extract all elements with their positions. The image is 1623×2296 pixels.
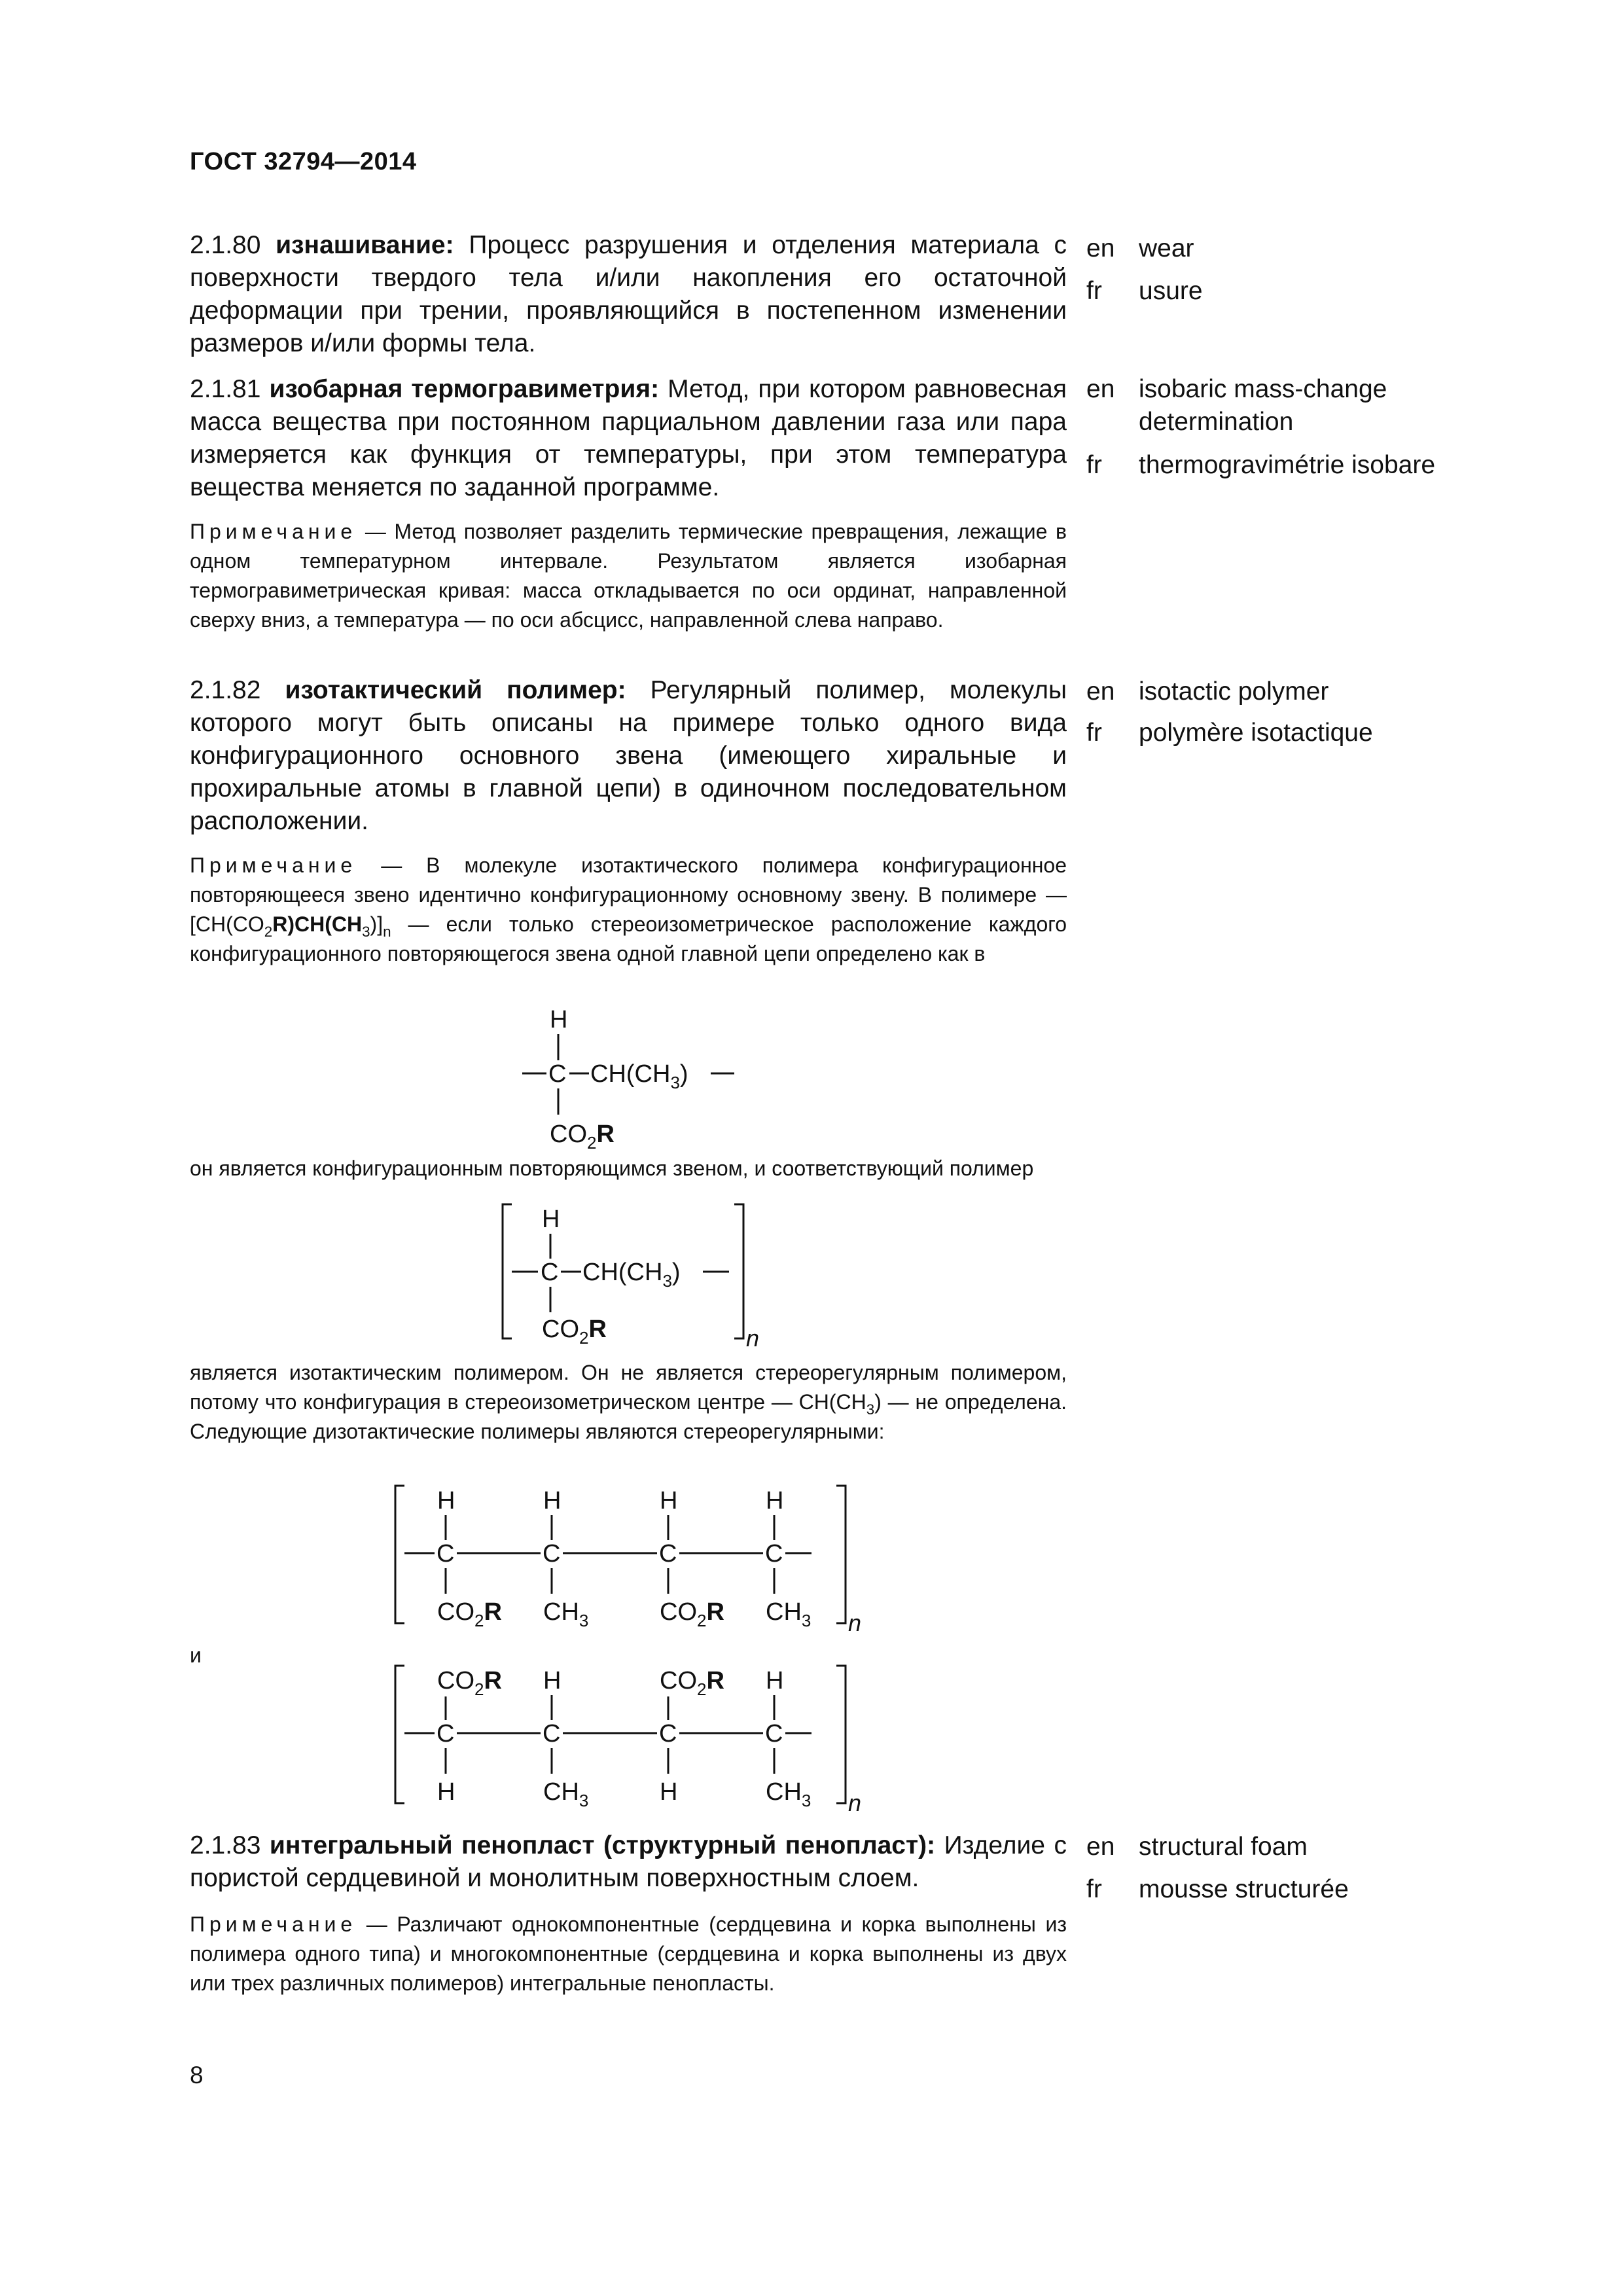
equivalent-fr: usure xyxy=(1139,277,1203,305)
svg-text:H: H xyxy=(437,1487,455,1515)
svg-text:H: H xyxy=(543,1667,562,1695)
group-co2r: $CO_2R$ xyxy=(542,1316,607,1348)
svg-text:H: H xyxy=(543,1487,562,1515)
note-2-1-82: Примечание — В молекуле изотактического полимера конфигурационное повторяющееся звено идентично конфигурационному основному звену. В полимере — $[CH(CO_2R)CH(CH_3)]_n$ — если только стереоизометрическое расположение каждого конфигурационного повторяющегося звена одной главной цепи определено как в xyxy=(190,853,1067,965)
term-definition: Процесс разрушения и отделения материала с поверхности твердого тела и/или накопления его остаточной деформации при трении, проявляющийся в постепенном изменении размеров и/или формы тела. xyxy=(190,231,1067,357)
structural-formula-disyndiotactic-2 xyxy=(386,1662,870,1826)
structural-formula-disyndiotactic-1 xyxy=(386,1482,870,1646)
term-definition: Регулярный полимер, молекулы которого могут быть описаны на примере только одного вида конфигурационного основного звена (имеющего хиральные и прохиральные атомы в главной цепи) в одиночном последовательном расположении. xyxy=(190,676,1067,835)
equivalent-en: isotactic polymer xyxy=(1139,677,1329,706)
svg-text:H: H xyxy=(437,1778,455,1806)
note-2-1-83 xyxy=(190,1910,1067,1998)
svg-text:CH3: $CH_3$ xyxy=(543,1778,589,1810)
svg-text:n: n xyxy=(848,1789,862,1816)
svg-text:CO2R: $CO_2R$ xyxy=(660,1598,724,1630)
term-title: изотактический полимер: xyxy=(285,676,626,704)
term-title: изобарная термогравиметрия: xyxy=(269,375,660,403)
svg-text:CH3: $CH_3$ xyxy=(766,1598,812,1630)
term-definition: Метод, при котором равновесная масса вещества при постоянном парциальном давлении газа или пара измеряется как функция от температуры, при этом температура вещества меняется по заданной программе. xyxy=(190,375,1067,501)
group-ch-ch3: $CH(CH_3)$ xyxy=(582,1259,681,1291)
structural-formula-polymer xyxy=(491,1201,779,1352)
lang-fr: fr xyxy=(1086,719,1102,747)
svg-text:CH3: $CH_3$ xyxy=(766,1778,812,1810)
svg-text:H: H xyxy=(660,1778,678,1806)
atom-c: C xyxy=(541,1259,559,1286)
page-number: 8 xyxy=(190,2062,204,2089)
svg-text:C: C xyxy=(437,1540,455,1568)
atom-h: H xyxy=(550,1006,568,1033)
lang-fr: fr xyxy=(1086,277,1102,305)
after-formula-2-text: является изотактическим полимером. Он не является стереорегулярным полимером, потому что конфигурация в стереоизометрическом центре — $CH(CH_3)$ — не определена. Следующие дизотактические полимеры являются стереорегулярными: xyxy=(190,1361,1067,1443)
equivalent-en: structural foam xyxy=(1139,1833,1308,1861)
equivalent-fr: polymère isotactique xyxy=(1139,719,1373,747)
equivalent-fr: mousse structurée xyxy=(1139,1875,1349,1903)
svg-text:C: C xyxy=(659,1540,677,1568)
term-title: интегральный пенопласт (структурный пенопласт): xyxy=(269,1831,936,1859)
after-formula-1-text: он является конфигурационным повторяющимся звеном, и соответствующий полимер xyxy=(190,1157,1034,1180)
svg-text:H: H xyxy=(766,1487,784,1515)
note-label: Примечание xyxy=(190,853,357,877)
svg-text:H: H xyxy=(660,1487,678,1515)
svg-text:C: C xyxy=(765,1720,783,1748)
note-label: Примечание xyxy=(190,520,357,543)
structural-formula-unit xyxy=(510,1005,759,1162)
subscript-n: n xyxy=(746,1325,760,1352)
term-definition: Изделие с пористой сердцевиной и монолитным поверхностным слоем. xyxy=(190,1831,1067,1892)
svg-text:n: n xyxy=(848,1609,862,1636)
term-number: 2.1.82 xyxy=(190,676,261,704)
term-2-1-82 xyxy=(190,674,1067,838)
lang-en: en xyxy=(1086,375,1115,403)
note-text: — Метод позволяет разделить термические превращения, лежащие в одном температурном интервале. Результатом является изобарная термогравиметрическая кривая: масса откладывается по оси ординат, направленной сверху вниз, а температура — по оси абсцисс, направленной слева направо. xyxy=(190,520,1067,632)
atom-c: C xyxy=(548,1060,567,1088)
svg-text:CO2R: $CO_2R$ xyxy=(437,1598,502,1630)
lang-fr: fr xyxy=(1086,1875,1102,1903)
svg-text:C: C xyxy=(659,1720,677,1748)
lang-en: en xyxy=(1086,1833,1115,1861)
term-2-1-81 xyxy=(190,373,1067,504)
lang-en: en xyxy=(1086,677,1115,706)
equivalent-en: isobaric mass-change determination xyxy=(1139,375,1387,436)
lang-en: en xyxy=(1086,234,1115,262)
equivalent-fr: thermogravimétrie isobare xyxy=(1139,451,1436,479)
svg-text:H: H xyxy=(766,1667,784,1695)
group-co2r: $CO_2R$ xyxy=(550,1121,615,1153)
svg-text:C: C xyxy=(437,1720,455,1748)
term-number: 2.1.81 xyxy=(190,375,261,403)
conjunction-and: и xyxy=(190,1643,202,1667)
term-number: 2.1.80 xyxy=(190,231,261,259)
note-2-1-81 xyxy=(190,517,1067,635)
svg-text:C: C xyxy=(543,1540,561,1568)
lang-fr: fr xyxy=(1086,451,1102,479)
term-number: 2.1.83 xyxy=(190,1831,261,1859)
svg-text:C: C xyxy=(765,1540,783,1568)
note-label: Примечание xyxy=(190,1912,357,1936)
equivalent-en: wear xyxy=(1139,234,1194,262)
atom-h: H xyxy=(542,1206,560,1233)
term-2-1-80 xyxy=(190,229,1067,360)
svg-text:CH3: $CH_3$ xyxy=(543,1598,589,1630)
group-ch-ch3: $CH(CH_3)$ xyxy=(590,1060,688,1092)
svg-text:CO2R: $CO_2R$ xyxy=(660,1667,724,1699)
svg-text:C: C xyxy=(543,1720,561,1748)
term-title: изнашивание: xyxy=(276,231,454,259)
term-2-1-83 xyxy=(190,1829,1067,1895)
document-header: ГОСТ 32794—2014 xyxy=(190,148,417,175)
note-text: — Различают однокомпонентные (сердцевина и корка выполнены из полимера одного типа) и многокомпонентные (сердцевина и корка выполнены из двух или трех различных полимеров) интегральные пенопласты. xyxy=(190,1912,1067,1995)
svg-text:CO2R: $CO_2R$ xyxy=(437,1667,502,1699)
